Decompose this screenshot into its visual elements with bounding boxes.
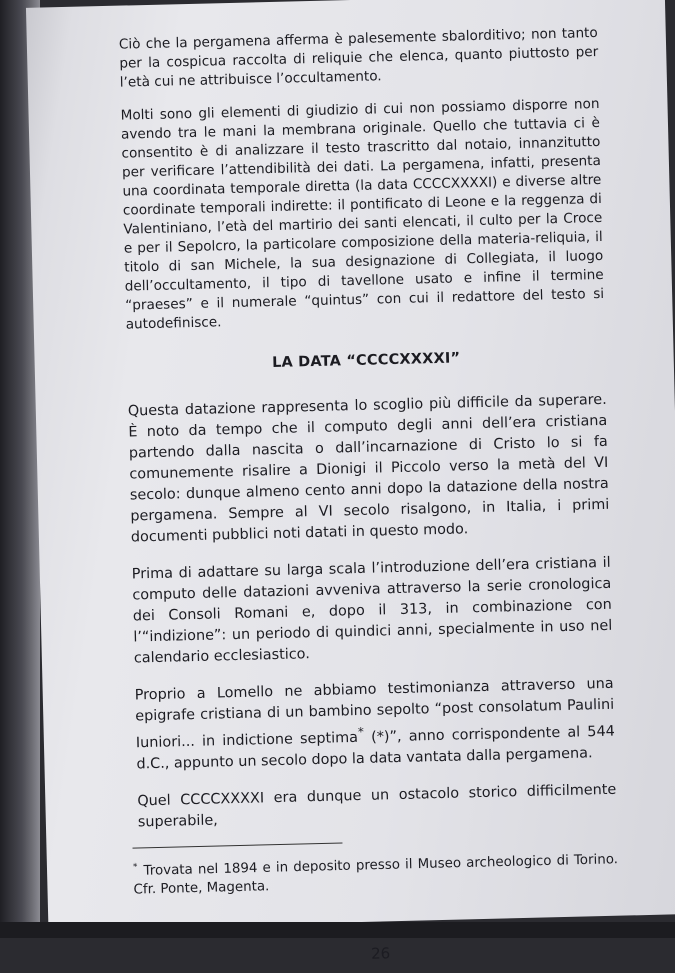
section-heading: LA DATA “CCCCXXXXI” [271,350,461,372]
footnote-mark: * [132,862,138,873]
book-page [26,0,675,964]
footnote-divider [132,842,342,848]
section-paragraph-1: Questa datazione rappresenta lo scoglio più difficile da superare. È noto da tempo che il computo degli anni dell’era cristiana partendo dalla nascita o dall’incarnazione di Cristo lo si fa comunemente risalire a Dionigi il Piccolo verso la metà del VI secolo: dunque almeno cento anni dopo la datazione della nostra pergamena. Sempre al VI secolo risalgono, in Italia, i primi documenti pubblici noti datati in questo modo. [127,391,610,546]
footnote-reference: * [357,724,365,740]
footnote [133,847,619,900]
lomello-text-after: (*)”, anno corrispondente al 544 d.C., appunto un secolo dopo la data vantata dalla pergamena. [136,723,615,773]
closing-line: Quel CCCCXXXXI era dunque un ostacolo storico difficilmente superabile, [137,781,617,831]
bottom-edge-shadow [0,922,675,938]
lomello-paragraph [135,674,616,775]
section-paragraph-2: Prima di adattare su larga scala l’introduzione dell’era cristiana il computo delle datazioni avveniva attraverso la serie cronologica dei Consoli Romani e, dopo il 313, in combinazione con l’“indizione”: un periodo di quindici anni, specialmente in uso nel calendario ecclesiastico. [131,554,613,667]
page-number: 26 [370,944,391,964]
footnote-text: Trovata nel 1894 e in deposito presso il Museo archeologico di Torino. Cfr. Ponte, Magenta. [133,851,619,898]
intro-paragraph-1: Ciò che la pergamena afferma è palesemente sbalorditivo; non tanto per la cospicua raccolta di reliquie che elenca, quanto piuttosto per l’età cui ne attribuisce l’occultamento. [118,24,599,91]
lomello-text-before: Proprio a Lomello ne abbiamo testimonianza attraverso una epigrafe cristiana di un bambino sepolto “post consolatum Paulini Iuniori... in indictione septima [134,675,615,752]
intro-paragraph-2: Molti sono gli elementi di giudizio di cui non possiamo disporre non avendo tra le mani la membrana originale. Quello che tuttavia ci è consentito è di analizzare il testo trascritto dal notaio, innanzitutto per verificare l’attendibilità dei dati. La pergamena, infatti, presenta una coordinata temporale diretta (la data CCCCXXXXI) e diverse altre coordinate temporali indirette: il pontificato di Leone e la reggenza di Valentiniano, l’età del martirio dei santi elencati, il culto per la Croce e per il Sepolcro, la particolare composizione della materia-reliquia, il titolo di san Michele, la sua designazione di Collegiata, il luogo dell’occultamento, il tipo di tavellone usato e infine il termine “praeses” e il numerale “quintus” con cui il redattore del testo si autodefinisce. [120,95,605,333]
